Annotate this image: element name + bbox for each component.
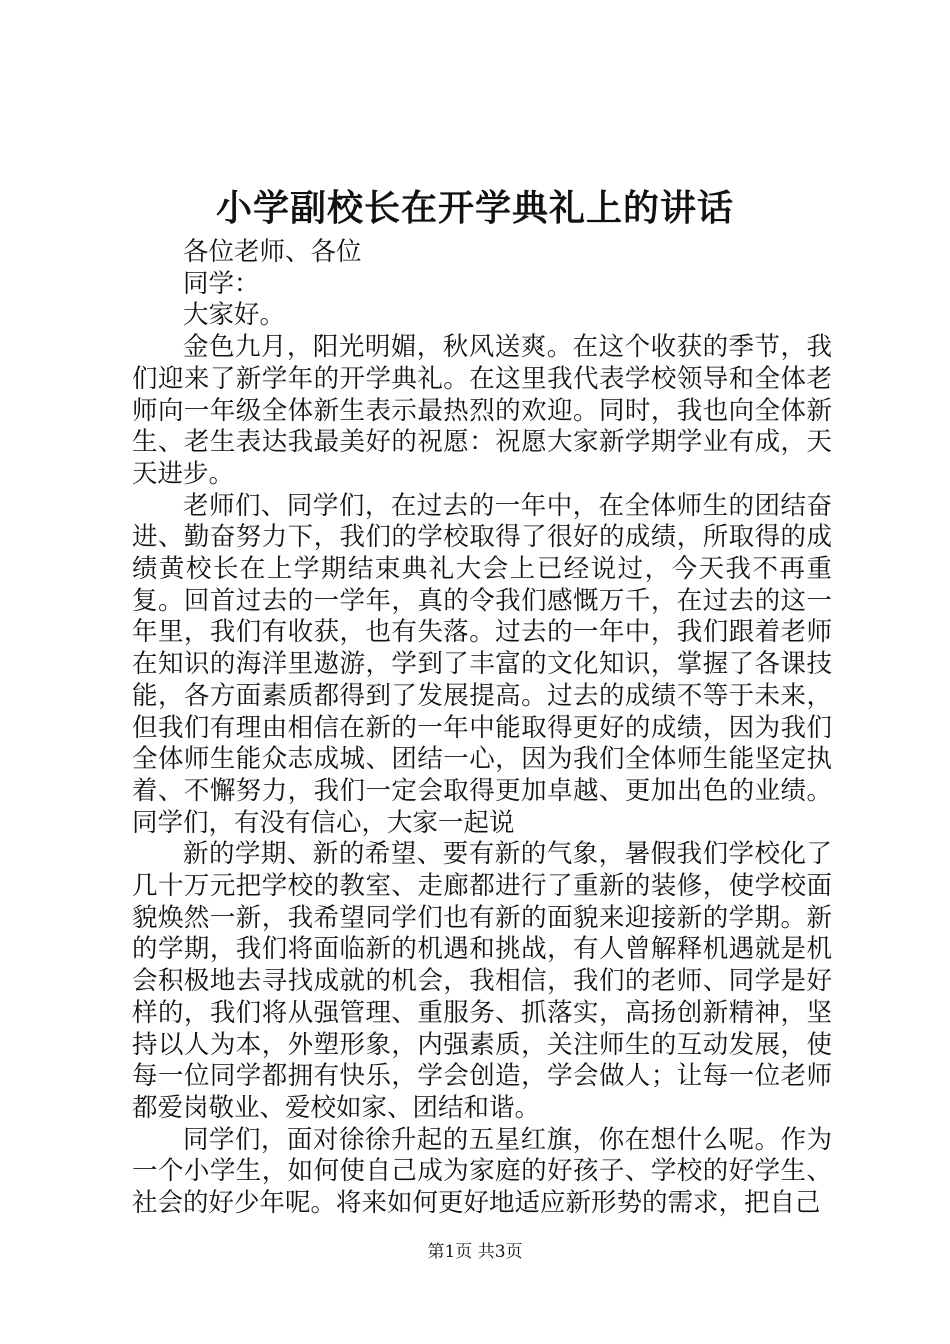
paragraph-3: 新的学期、新的希望、要有新的气象，暑假我们学校化了几十万元把学校的教室、走廊都进行了重新的装修，使学校面貌焕然一新，我希望同学们也有新的面貌来迎接新的学期。新的学期，我们将面临新的机遇和挑战，有人曾解释机遇就是机会积极地去寻找成就的机会，我相信，我们的老师、同学是好样的，我们将从强管理、重服务、抓落实，高扬创新精神，坚持以人为本，外塑形象，内强素质，关注师生的互动发展，使每一位同学都拥有快乐，学会创造，学会做人；让每一位老师都爱岗敬业、爱校如家、团结和谐。 (132, 839, 832, 1123)
paragraph-4: 同学们，面对徐徐升起的五星红旗，你在想什么呢。作为一个小学生，如何使自己成为家庭的好孩子、学校的好学生、社会的好少年呢。将来如何更好地适应新形势的需求，把自己 (132, 1124, 832, 1219)
document-title: 小学副校长在开学典礼上的讲话 (215, 187, 734, 229)
paragraph-greeting-3: 大家好。 (183, 300, 286, 331)
page-footer: 第1页 共3页 (427, 1242, 523, 1262)
paragraph-greeting-1: 各位老师、各位 (183, 237, 362, 267)
paragraph-2: 老师们、同学们，在过去的一年中，在全体师生的团结奋进、勤奋努力下，我们的学校取得了很好的成绩，所取得的成绩黄校长在上学期结束典礼大会上已经说过，今天我不再重复。回首过去的一学年，真的令我们感慨万千，在过去的这一年里，我们有收获，也有失落。过去的一年中，我们跟着老师在知识的海洋里遨游，学到了丰富的文化知识，掌握了各课技能，各方面素质都得到了发展提高。过去的成绩不等于未来，但我们有理由相信在新的一年中能取得更好的成绩，因为我们全体师生能众志成城、团结一心，因为我们全体师生能坚定执着、不懈努力，我们一定会取得更加卓越、更加出色的业绩。同学们，有没有信心，大家一起说 (132, 490, 832, 838)
document-body (132, 237, 832, 1220)
paragraph-1: 金色九月，阳光明媚，秋风送爽。在这个收获的季节，我们迎来了新学年的开学典礼。在这里我代表学校领导和全体老师向一年级全体新生表示最热烈的欢迎。同时，我也向全体新生、老生表达我最美好的祝愿：祝愿大家新学期学业有成，天天进步。 (132, 332, 832, 489)
paragraph-greeting-2: 同学： (183, 268, 260, 299)
